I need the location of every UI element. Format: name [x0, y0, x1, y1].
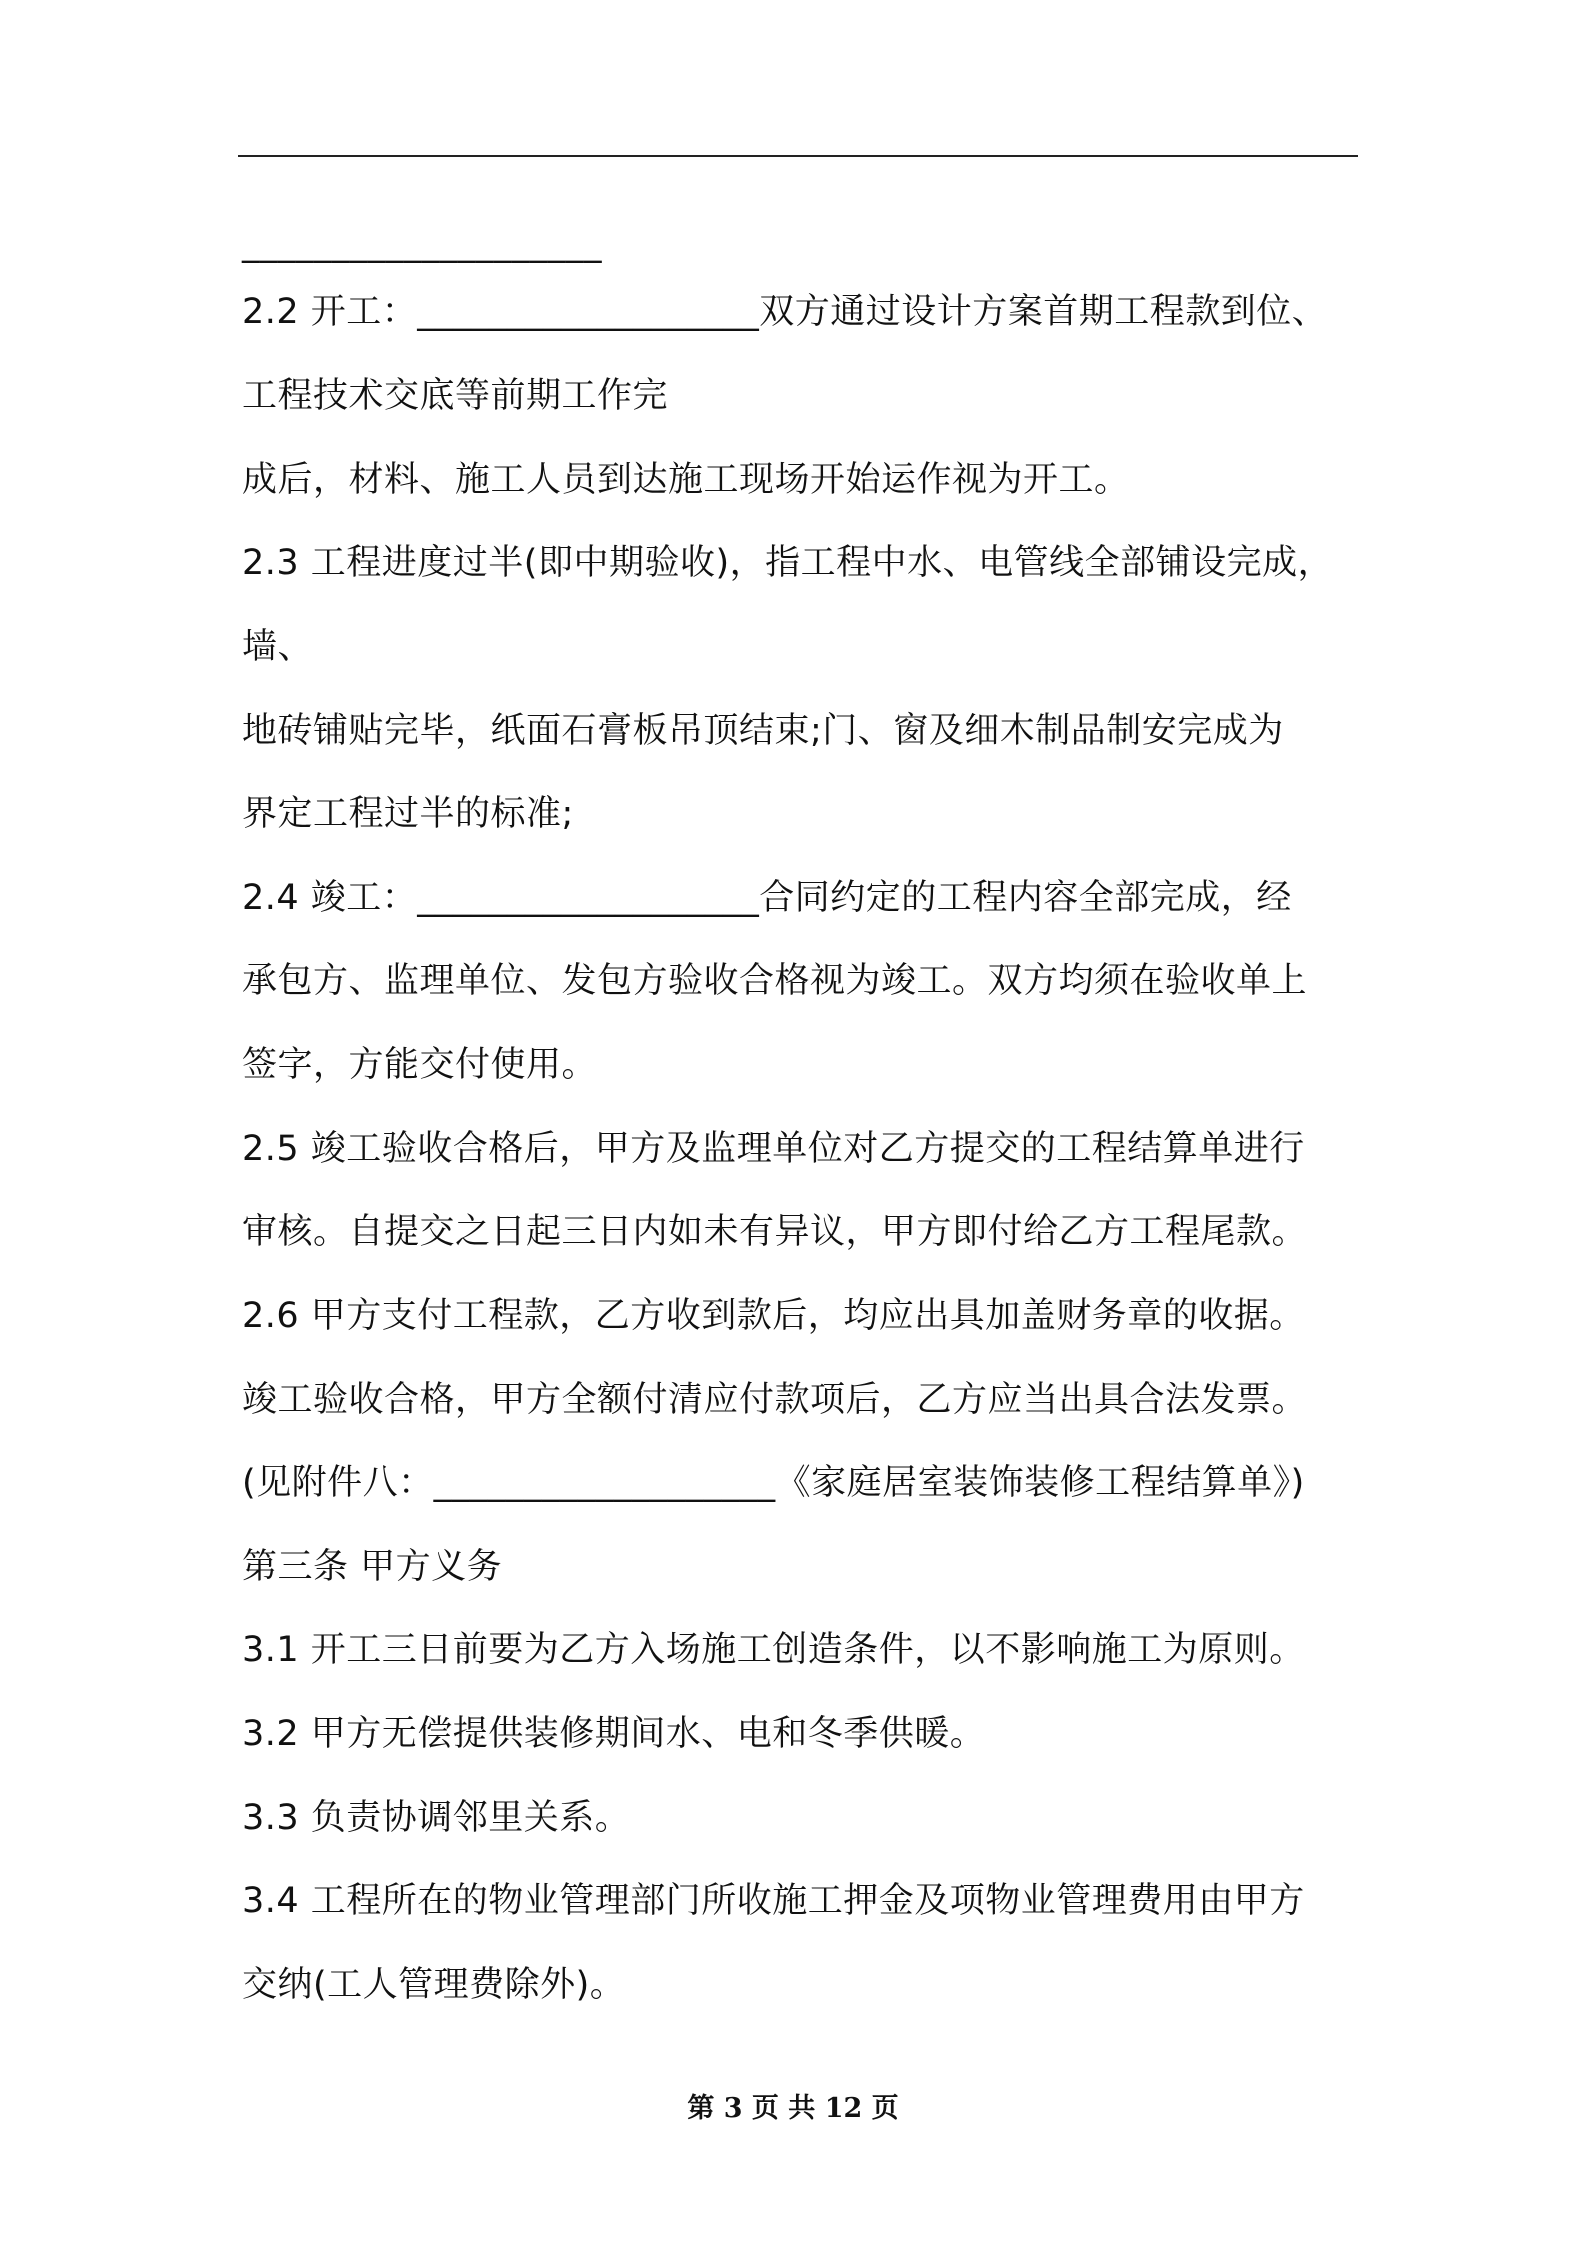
text-line: 3.1 开工三日前要为乙方入场施工创造条件，以不影响施工为原则。	[242, 1630, 1305, 1670]
text-line: 墙、	[242, 627, 314, 667]
text-line: 2.5 竣工验收合格后，甲方及监理单位对乙方提交的工程结算单进行	[242, 1129, 1305, 1169]
page-number: 第 3 页 共 12 页	[687, 2093, 899, 2124]
text-line: 3.3 负责协调邻里关系。	[242, 1798, 631, 1838]
header-rule	[238, 155, 1358, 157]
text-line: 3.2 甲方无偿提供装修期间水、电和冬季供暖。	[242, 1714, 986, 1754]
text-line: (见附件八：___________________《家庭居室装饰装修工程结算单》)	[242, 1463, 1305, 1503]
text-line: ____________________	[242, 224, 602, 264]
section-heading: 第三条 甲方义务	[242, 1547, 503, 1587]
text-line: 工程技术交底等前期工作完	[242, 376, 669, 416]
text-line: 2.3 工程进度过半(即中期验收)，指工程中水、电管线全部铺设完成，	[242, 543, 1334, 583]
text-line: 地砖铺贴完毕，纸面石膏板吊顶结束;门、窗及细木制品制安完成为	[242, 711, 1284, 751]
text-line: 承包方、监理单位、发包方验收合格视为竣工。双方均须在验收单上	[242, 961, 1308, 1001]
text-line: 3.4 工程所在的物业管理部门所收施工押金及项物业管理费用由甲方	[242, 1881, 1305, 1921]
text-line: 2.4 竣工：___________________合同约定的工程内容全部完成，经	[242, 878, 1292, 918]
text-line: 界定工程过半的标准;	[242, 794, 574, 834]
text-line: 成后，材料、施工人员到达施工现场开始运作视为开工。	[242, 460, 1130, 500]
text-line: 2.2 开工：___________________双方通过设计方案首期工程款到位、	[242, 292, 1328, 332]
text-line: 竣工验收合格，甲方全额付清应付款项后，乙方应当出具合法发票。	[242, 1380, 1308, 1420]
text-line: 签字，方能交付使用。	[242, 1045, 598, 1085]
text-line: 交纳(工人管理费除外)。	[242, 1965, 626, 2005]
text-line: 2.6 甲方支付工程款，乙方收到款后，均应出具加盖财务章的收据。	[242, 1296, 1305, 1336]
text-line: 审核。自提交之日起三日内如未有异议，甲方即付给乙方工程尾款。	[242, 1212, 1308, 1252]
